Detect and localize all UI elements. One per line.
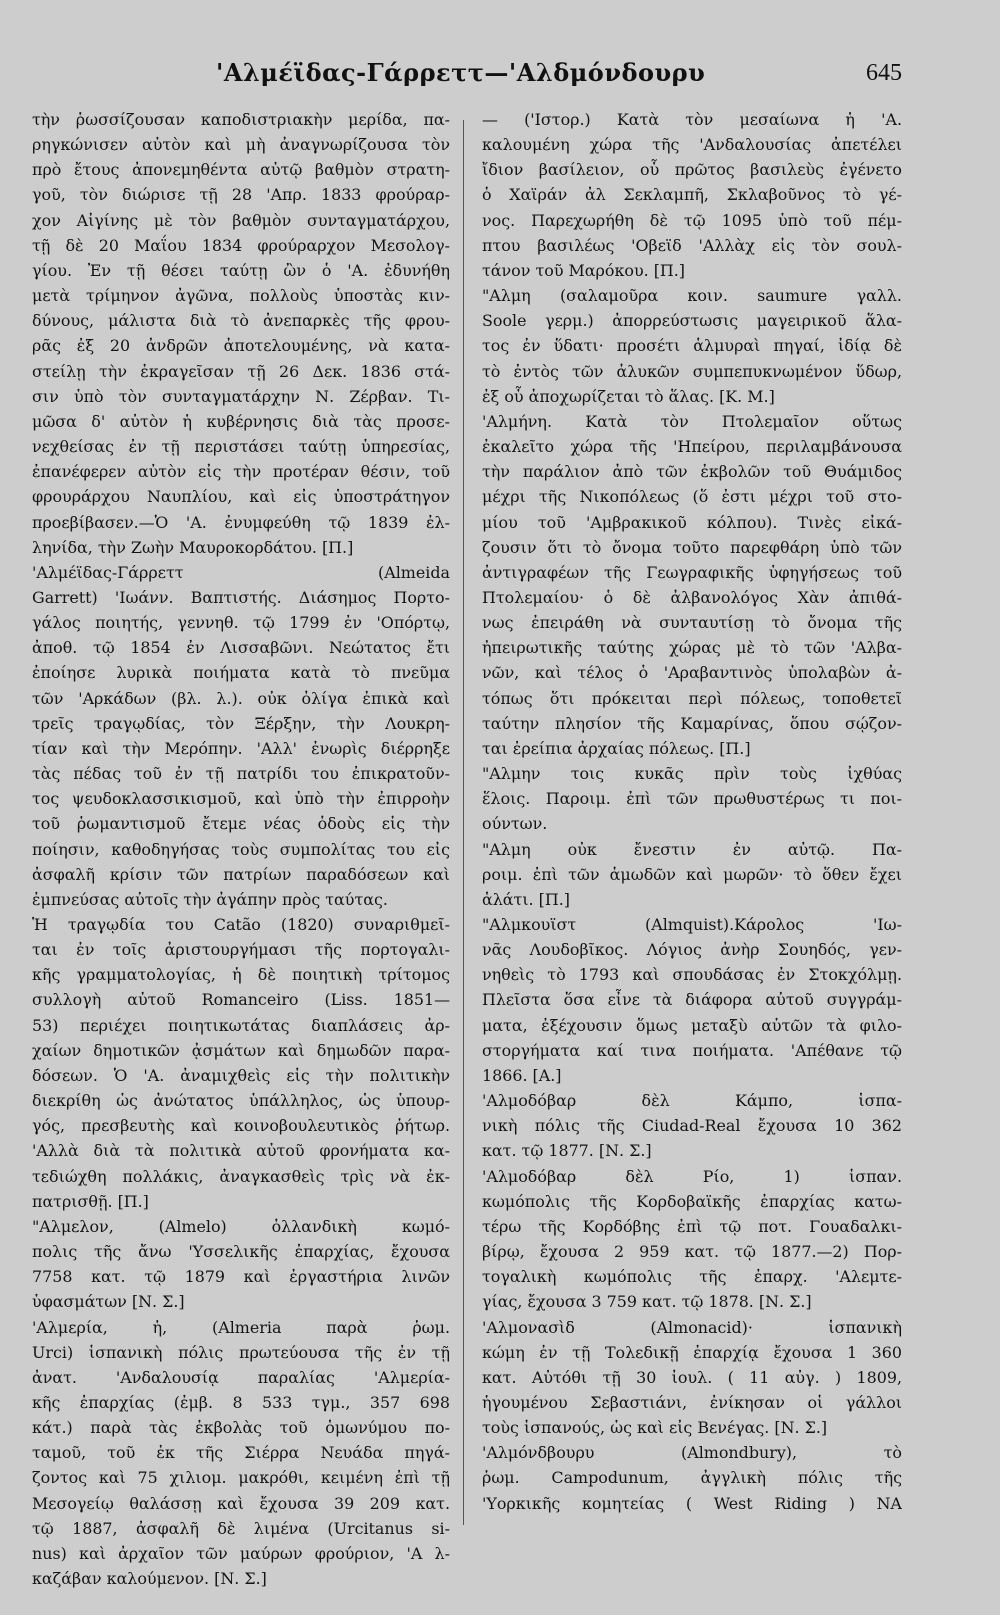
text-line: γάλος ποιητής, γεννηθ. τῷ 1799 ἐν 'Οπόρτῳ, [32,613,450,633]
text-line: ἀσφαλῆ κρίσιν τῶν πατρίων παραδόσεων καὶ [32,864,450,884]
text-line: σιν ὑπὸ τὸν συνταγματάρχην Ν. Ζέρβαν. Τι- [32,386,450,406]
text-line: τῶν 'Αρκάδων (βλ. λ.). οὐκ ὀλίγα ἐπικὰ καὶ [32,688,450,708]
text-line: νῶν, καὶ τέλος ὁ 'Αραβαντινὸς ὑπολαβὼν ἀ- [482,663,902,683]
text-line: τὸ ἐντὸς τῶν ἁλυκῶν συμπεπυκνωμένον ὕδωρ, [482,361,902,381]
text-line: κώμη ἐν τῇ Τολεδικῇ ἐπαρχίᾳ ἔχουσα 1 360 [482,1342,902,1362]
text-line: κατ. Αὐτόθι τῇ 30 ἰουλ. ( 11 αὐγ. ) 1809, [482,1367,902,1387]
text-line: τὴν ῥωσσίζουσαν καποδιστριακὴν μερίδα, πα- [32,110,450,129]
text-line: ἠπειρωτικῆς ταύτης χώρας μὲ τὸ τῶν 'Αλβα- [482,638,902,658]
text-line: 7758 κατ. τῷ 1879 καὶ ἐργαστήρια λινῶν [32,1267,450,1287]
text-line: 'Αλμόνδβουρυ (Almondbury), τὸ [482,1443,902,1463]
text-line: ούντων. [482,814,548,834]
text-line: Urci) ἱσπανικὴ πόλις πρωτεύουσα τῆς ἐν τῇ [32,1342,450,1362]
text-line: 'Υορκικῆς κομητείας ( West Riding ) ΝΑ [482,1493,902,1513]
text-line: ὁ Χαϊράν ἀλ Σεκλαμπῆ, Σκλαβοῦνος τὸ γέ- [482,185,902,205]
text-line: πρὸ ἔτους ἀπονεμηθέντα αὐτῷ βαθμὸν στρατη- [32,160,450,180]
text-line: τῷ 1887, ἀσφαλῆ δὲ λιμένα (Urcitanus si- [32,1518,450,1538]
text-line: ἀποθ. τῷ 1854 ἐν Λισσαβῶνι. Νεώτατος ἔτι [32,638,450,658]
text-line: μῶσα δ' αὐτὸν ἡ κυβέρνησις διὰ τὰς προσε- [32,411,450,431]
text-line: "Αλμκουϊστ (Almquist).Κάρολος 'Ιω- [482,915,902,934]
text-line: ται ἐν τοῖς ἀριστουργήμασι τῆς πορτογαλι- [32,940,450,960]
text-line: κάτ.) παρὰ τὰς ἐκβολὰς τοῦ ὁμωνύμου πο- [32,1418,450,1438]
text-line: νᾶς Λουδοβῖκος. Λόγιος ἀνὴρ Σουηδός, γεν- [482,940,902,960]
text-line: μίου τοῦ 'Αμβρακικοῦ κόλπου). Τινὲς εἰκά- [482,512,902,532]
text-line: φρουράρχου Ναυπλίου, καὶ εἰς ὑποστράτηγον [32,487,450,507]
text-line: συλλογὴ αὐτοῦ Romanceiro (Liss. 1851— [32,990,450,1010]
text-line: τοὺς ἱσπανούς, ὡς καὶ εἰς Βενέγας. [Ν. Σ.] [482,1418,828,1438]
text-line: 'Αλμήνη. Κατὰ τὸν Πτολεμαῖον οὕτως [482,411,902,431]
text-line: ἐποίησε λυρικὰ ποιήματα κατὰ τὸ πνεῦμα [32,663,450,683]
text-line: καλουμένη χώρα τῆς 'Ανδαλουσίας ἀπετέλει [482,135,902,155]
text-line: τρεῖς τραγῳδίας, τὸν Ξέρξην, τὴν Λουκρη- [32,713,450,733]
text-line: Μεσογείῳ θαλάσσῃ καὶ ἔχουσα 39 209 κατ. [32,1493,450,1513]
page-header [0,58,1000,92]
text-line: 'Αλλὰ διὰ τὰ πολιτικὰ αὐτοῦ φρονήματα κα- [32,1141,450,1161]
text-line: κατ. τῷ 1877. [Ν. Σ.] [482,1141,652,1161]
text-line: δύνους, μάλιστα διὰ τὸ ἀνεπαρκὲς τῆς φρου- [32,311,450,331]
text-line: "Αλμην τοις κυκᾶς πρὶν τοὺς ἰχθύας [482,764,902,784]
text-line: στοργήματα καί τινα ποιήματα. 'Απέθανε τῷ [482,1040,902,1060]
text-line: πτου βασιλέως 'Οβεϊδ 'Αλλὰχ εἰς τὸν σουλ- [482,235,902,255]
text-line: τάνον τοῦ Μαρόκου. [Π.] [482,260,686,280]
text-line: ταύτην πλησίον τῆς Καμαρίνας, ὅπου σῴζον- [482,713,902,733]
text-line: 'Αλμονασὶδ (Almonacid)· ἱσπανικὴ [482,1317,902,1337]
text-line: nus) καὶ ἀρχαῖον τῶν μαύρων φρούριον, 'Α λ- [32,1543,450,1563]
column-divider [463,120,464,1525]
text-line: ται ἐρείπια ἀρχαίας πόλεως. [Π.] [482,738,751,758]
text-line: 'Αλμέϊδας-Γάρρεττ (Almeida [32,562,450,582]
running-head: 'Αλμέϊδας-Γάρρεττ—'Αλδμόνδουρυ [216,58,706,87]
text-line: "Αλμη οὐκ ἔνεστιν ἐν αὐτῷ. Πα- [482,839,902,859]
text-line: — ('Ιστορ.) Κατὰ τὸν μεσαίωνα ἡ 'Α. [482,110,902,129]
text-line: ματα, ἐξέχουσιν ὅμως μεταξὺ αὐτῶν τὰ φιλο- [482,1015,902,1035]
text-line: 'Αλμοδόβαρ δὲλ Κάμπο, ἱσπα- [482,1091,902,1111]
text-line: βίρῳ, ἔχουσα 2 959 κατ. τῷ 1877.—2) Πορ- [482,1242,902,1262]
text-line: δόσεων. Ὁ 'Α. ἀναμιχθεὶς εἰς τὴν πολιτικὴν [32,1065,450,1085]
text-line: ῥωμ. Campodunum, ἀγγλικὴ πόλις τῆς [482,1468,902,1488]
text-line: διεκρίθη ὡς ἀνώτατος ὑπάλληλος, ὡς ὑπουρ- [32,1091,450,1111]
text-line: ἐκαλεῖτο χώρα τῆς 'Ηπείρου, περιλαμβάνουσα [482,437,902,457]
text-line: κῆς γραμματολογίας, ἡ δὲ ποιητικὴ τρίτομος [32,965,450,985]
text-line: 53) περιέχει ποιητικωτάτας διαπλάσεις ἀρ- [32,1015,450,1035]
text-line: πατρισθῇ. [Π.] [32,1191,149,1211]
text-line: ἀνατ. 'Ανδαλουσίᾳ παραλίας 'Αλμερία- [32,1367,450,1387]
text-line: καζάβαν καλούμενον. [Ν. Σ.] [32,1569,267,1589]
page-number: 645 [866,60,902,86]
text-line: Πτολεμαίου· ὁ δὲ ἀλβανολόγος Χὰν ἀπιθά- [482,587,902,607]
text-line: τεδιώχθη πολλάκις, ἀναγκασθεὶς τρὶς νὰ ἐκ- [32,1166,450,1186]
text-line: Garrett) 'Ιωάνν. Βαπτιστής. Διάσημος Πορτο- [32,587,450,607]
text-line: ἡγουμένου Σεβαστιάνι, ἐνίκησαν οἱ γάλλοι [482,1392,902,1412]
text-line: κῆς ἐπαρχίας (ἐμβ. 8 533 τγμ., 357 698 [32,1392,450,1412]
text-line: ἐμπνεύσας αὐτοῖς τὴν ἀγάπην πρὸς ταύτας. [32,889,388,909]
text-line: τογαλικὴ κωμόπολις τῆς ἐπαρχ. 'Αλεμτε- [482,1267,902,1287]
text-line: τίαν καὶ τὴν Μερόπην. 'Αλλ' ἐνωρὶς διέρρηξε [32,738,450,758]
text-line: γός, πρεσβευτὴς καὶ κοινοβουλευτικὸς ῥήτωρ. [32,1116,450,1136]
text-line: μέχρι τῆς Νικοπόλεως (ὅ ἐστι μέχρι τοῦ στο- [482,487,902,507]
right-column [482,107,902,1516]
text-line: ζουσιν ὅτι τὸ ὄνομα τοῦτο παρεφθάρη ὑπὸ τῶν [482,537,902,557]
text-line: χαίων δημοτικῶν ᾀσμάτων καὶ δημωδῶν παρα- [32,1040,450,1060]
text-line: χον Αἰγίνης μὲ τὸν βαθμὸν συνταγματάρχου, [32,210,450,230]
text-line: νεχθείσας ἐν τῇ περιστάσει ταύτῃ ὑπηρεσίας, [32,437,450,457]
text-line: τὰς πέδας τοῦ ἐν τῇ πατρίδι του ἐπικρατοῦν- [32,764,450,784]
text-line: στείλῃ τὴν ἐκραγεῖσαν τῇ 26 Δεκ. 1836 στά- [32,361,450,381]
text-line: 'Αλμοδόβαρ δὲλ Ρίο, 1) ἱσπαν. [482,1166,902,1186]
text-line: ἴδιον βασίλειον, οὗ πρῶτος βασιλεὺς ἐγένετο [482,160,902,180]
text-line: ὑφασμάτων [Ν. Σ.] [32,1292,185,1312]
text-line: ποίησιν, καθοδηγήσας τοὺς συμπολίτας του εἰς [32,839,450,859]
text-line: τῇ δὲ 20 Μαΐου 1834 φρούραρχον Μεσολογ- [32,235,450,255]
text-line: γοῦ, τὸν διώρισε τῇ 28 'Απρ. 1833 φρούραρ- [32,185,450,205]
text-line: πολις τῆς ἄνω 'Υσσελικῆς ἐπαρχίας, ἔχουσα [32,1242,450,1262]
text-line: τέρω τῆς Κορδόβης ἐπὶ τῷ ποτ. Γουαδαλκι- [482,1216,902,1236]
text-line: Πλεῖστα ὅσα εἶνε τὰ διάφορα αὐτοῦ συγγράμ- [482,990,902,1010]
text-line: γίου. Ἐν τῇ θέσει ταύτῃ ὢν ὁ 'Α. ἐδυνήθη [32,260,450,280]
text-line: ροιμ. ἐπὶ τῶν ἁμωδῶν καὶ μωρῶν· τὸ ὅθεν ἔχει [482,864,902,884]
text-line: Ἡ τραγῳδία του Catão (1820) συναριθμεῖ- [32,915,450,934]
text-line: νικὴ πόλις τῆς Ciudad-Real ἔχουσα 10 362 [482,1116,902,1136]
text-line: τὴν παράλιον ἀπὸ τῶν ἐκβολῶν τοῦ Θυάμιδος [482,462,902,482]
text-line: "Αλμη (σαλαμοῦρα κοιν. saumure γαλλ. [482,286,902,306]
text-line: ἀντιγραφέων τῆς Γεωγραφικῆς ὑφηγήσεως τοῦ [482,562,902,582]
text-line: τος ψευδοκλασσικισμοῦ, καὶ ὑπὸ τὴν ἐπιρροὴν [32,789,450,809]
text-line: ληνίδα, τὴν Ζωὴν Μαυροκορδάτου. [Π.] [32,537,354,557]
text-line: τόπως ὅτι πρόκειται περὶ πόλεως, τοποθετεῖ [482,688,902,708]
left-column [32,107,450,1591]
text-line: προεβίβασεν.—Ὁ 'Α. ἐνυμφεύθη τῷ 1839 ἐλ- [32,512,450,532]
text-line: τος ἐν ὕδατι· προσέτι ἁλμυραὶ πηγαί, ἰδίᾳ δὲ [482,336,902,356]
text-line: νηθεὶς τὸ 1793 καὶ σπουδάσας ἐν Στοκχόλμῃ. [482,965,902,985]
text-line: ἐπανέφερεν αὐτὸν εἰς τὴν προτέραν θέσιν, τοῦ [32,462,450,482]
text-line: ρᾶς ἐξ 20 ἀνδρῶν ἀποτελουμένης, νὰ κατα- [32,336,450,356]
text-line: γίας, ἔχουσα 3 759 κατ. τῷ 1878. [Ν. Σ.] [482,1292,812,1312]
text-line: κωμόπολις τῆς Κορδοβαϊκῆς ἐπαρχίας κατω- [482,1191,902,1211]
text-line: τοῦ ῥωμαντισμοῦ ἔτεμε νέας ὁδοὺς εἰς τὴν [32,814,450,834]
text-line: "Αλμελον, (Almelo) ὁλλανδικὴ κωμό- [32,1216,450,1236]
text-line: Soole γερμ.) ἀπορρεύστωσις μαγειρικοῦ ἅλα- [482,311,902,331]
text-line: ἐξ οὗ ἀποχωρίζεται τὸ ἅλας. [Κ. Μ.] [482,386,775,406]
text-line: 1866. [Α.] [482,1065,562,1085]
text-line: μετὰ τρίμηνον ἀγῶνα, πολλοὺς ὑποστὰς κιν- [32,286,450,306]
text-line: νως ἐπειράθη νὰ συνταυτίσῃ τὸ ὄνομα τῆς [482,613,902,633]
text-line: ρηγκώνισεν αὐτὸν καὶ μὴ ἀναγνωρίζουσα τὸν [32,135,450,155]
text-line: ζοντος καὶ 75 χιλιομ. μακρόθι, κειμένη ἐπὶ τῇ [32,1468,450,1488]
text-line: ταμοῦ, τοῦ ἐκ τῆς Σιέρρα Νευάδα πηγά- [32,1443,450,1463]
text-line: νος. Παρεχωρήθη δὲ τῷ 1095 ὑπὸ τοῦ πέμ- [482,210,902,230]
text-line: ἁλάτι. [Π.] [482,889,570,909]
text-line: 'Αλμερία, ἡ, (Almeria παρὰ ῥωμ. [32,1317,450,1337]
text-line: ἕλοις. Παροιμ. ἐπὶ τῶν πρωθυστέρως τι ποι- [482,789,902,809]
